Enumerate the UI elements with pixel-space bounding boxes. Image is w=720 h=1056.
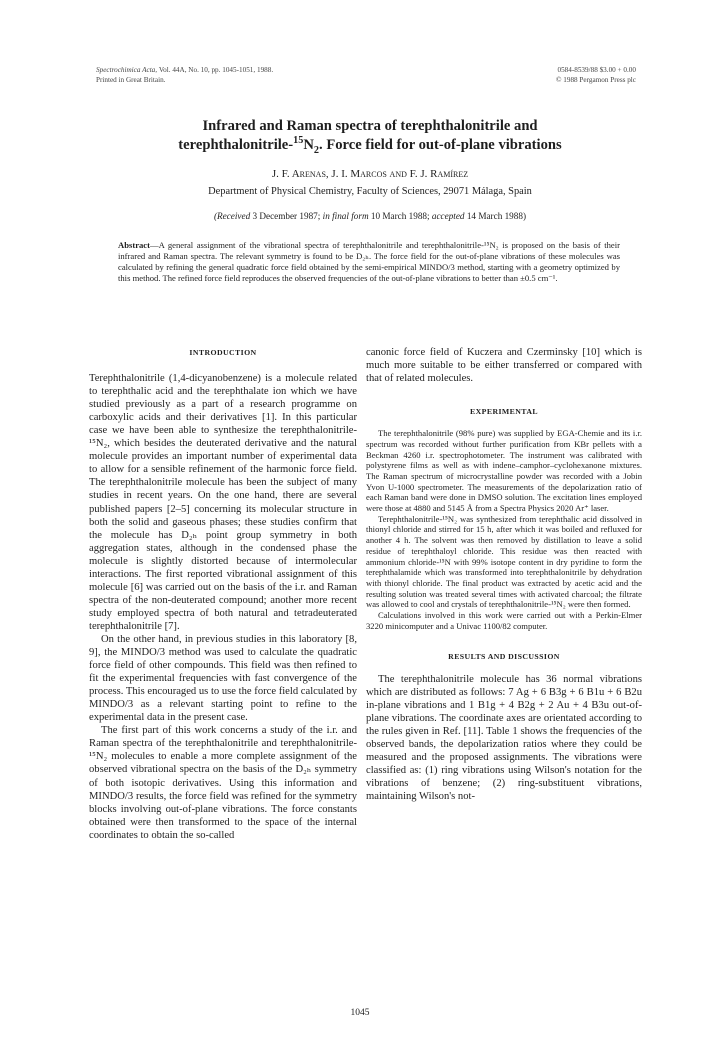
intro-paragraph-1: Terephthalonitrile (1,4-dicyanobenzene) is a molecule related to terephthalic acid and the terephthalate ion which we have studied previously as a part of a research programme on carboxylic acids and their derivatives [1]. In this particular case we have been able to synthesize the terephthalonitrile-¹⁵N₂, which besides the deuterated derivative and the natural molecule provides an important number of experimental data to allow for a sensible refinement of the harmonic force field. The terephthalonitrile molecule has been the subject of many studies in recent years. On the one hand, there are several published papers [2–5] concerning its molecular structure in both the solid and gaseous phases; these studies confirm that the molecule has D₂ₕ point group symmetry in both aggregation states, although in the condensed phase the molecule is slightly distorted because of intermolecular interactions. The first reported vibrational assignment of this molecule [6] was carried out on the basis of the i.r. and Raman spectra of the non-deuterated compound; another more recent study employed spectra of both natural and tetradeuterated terephthalonitrile [7]. xyxy=(89,373,357,632)
accepted-date: 14 March 1988) xyxy=(466,211,527,221)
abstract-text: —A general assignment of the vibrational spectra of terephthalonitrile and terephthalonitrile-¹⁵N₂ is proposed on the basis of their infrared and Raman spectra. The relevant symmetry is found to be D₂ₕ. The force field for the out-of-plane vibrations of these molecules was calculated by refining the general quadratic force field obtained by the semi-empirical MINDO/3 method, starting with a geometry optimized by this method. The refined force field reproduces the observed frequencies of the out-of-plane vibrations to better than ±0.5 cm⁻¹. xyxy=(118,240,620,283)
abstract-label: Abstract xyxy=(118,240,150,250)
price-code: 0584-8539/88 $3.00 + 0.00 xyxy=(557,66,636,74)
intro-continuation xyxy=(366,346,642,385)
affiliation: Department of Physical Chemistry, Faculty of Sciences, 29071 Málaga, Spain xyxy=(208,186,532,197)
accepted-label: accepted xyxy=(431,211,465,221)
final-form-date: 10 March 1988; xyxy=(370,211,430,221)
results-paragraph-1: The terephthalonitrile molecule has 36 normal vibrations which are distributed as follows: 7 Ag + 6 B3g + 6 B1u + 6 B2u in-plane vibrations and 1 B1g + 4 B2g + 2 Au + 4 B3u out-of-plane vibrations. The coordinate axes are orientated according to the rules given in Ref. [11]. Table 1 shows the frequencies of the observed bands, the depolarization ratios where they could be measured and the proposed assignments. The vibrations were classified as: (1) ring vibrations using Wilson's notation for the vibrations of benzene; (2) ring-substituent vibrations, maintaining Wilson's not- xyxy=(366,673,642,802)
received-date: 3 December 1987; xyxy=(252,211,321,221)
page-number: 1045 xyxy=(350,1008,370,1018)
running-header-left xyxy=(96,66,273,85)
copyright-line: © 1988 Pergamon Press plc xyxy=(556,75,636,84)
left-column xyxy=(89,346,357,842)
intro-continuation-text: canonic force field of Kuczera and Czerminsky [10] which is much more suitable to be either transferred or compared with that of related molecules. xyxy=(366,347,642,385)
printed-note: Printed in Great Britain. xyxy=(96,75,166,84)
author-list: J. F. Arenas, J. I. Marcos and F. J. Ramírez xyxy=(271,168,469,180)
experimental-paragraph-2: Terephthalonitrile-¹⁵N₂ was synthesized from terephthalic acid dissolved in thionyl chloride and stirred for 15 h, after which it was boiled and refluxed for another 4 h. The solvent was then removed by distillation to leave a solid residue of terephthaloyl chloride. This residue was then reacted with ammonium chloride-¹⁵N with 99% isotope content in dry pyridine to form the terephthalamide which was transformed into terephthalonitrile by dehydration with thionyl chloride. The final product was extracted by acetic acid and the resulting solution was treated several times with activated charcoal; the filtrate was allowed to cool and crystals of terephthalonitrile-¹⁵N₂ were then formed. xyxy=(366,513,642,610)
title-line-2-prefix: terephthalonitrile- xyxy=(178,137,294,153)
title-line-2: terephthalonitrile-$^{15}N_2$. Force field for out-of-plane vibrations xyxy=(178,135,562,156)
title-line-2-suffix: Force field for out-of-plane vibrations xyxy=(322,137,562,153)
intro-paragraph-3: The first part of this work concerns a study of the i.r. and Raman spectra of the terephthalonitrile and terephthalonitrile-¹⁵N₂ molecules to enable a more complete assignment of the observed vibrational spectra on the basis of the D₂ₕ symmetry of both isotopic derivatives. Using this information and MINDO/3 results, the force field was refined for the symmetry blocks involving out-of-plane vibrations. The force constants obtained were then transformed to the space of the internal coordinates to obtain the so-called xyxy=(89,725,357,841)
section-heading-introduction: INTRODUCTION xyxy=(189,348,257,357)
final-form-label: in final form xyxy=(322,211,369,221)
received-label: (Received xyxy=(213,211,251,221)
right-column xyxy=(366,346,642,803)
volume-info: Vol. 44A, No. 10, pp. 1045-1051, 1988. xyxy=(158,66,274,74)
paper-title xyxy=(92,117,648,155)
received-dates xyxy=(92,211,648,221)
title-line-1: Infrared and Raman spectra of terephthalonitrile and xyxy=(202,118,538,134)
section-heading-results: RESULTS AND DISCUSSION xyxy=(448,651,560,661)
experimental-paragraph-3: Calculations involved in this work were carried out with a Perkin-Elmer 3220 minicomputer and a Univac 1100/82 computer. xyxy=(366,610,642,631)
running-header-right xyxy=(556,66,636,85)
journal-name: Spectrochimica Acta, xyxy=(96,66,158,74)
experimental-paragraph-1: The terephthalonitrile (98% pure) was supplied by EGA-Chemie and its i.r. spectrum was recorded without further purification from KBr pellets with a Beckman 4260 i.r. spectrophotometer. The instrument was calibrated with polystyrene films as well as with indene–camphor–cyclohexanone mixtures. The Raman spectrum of microcrystalline powder was recorded with a Jobin Yvon U-1000 spectrometer. The measurements of the depolarization ratio of each Raman band were done in DMSO solution. The excitation lines employed were those at 4880 and 5145 Å from a Spectra Physics 2020 Ar⁺ laser. xyxy=(366,428,642,514)
intro-paragraph-2: On the other hand, in previous studies in this laboratory [8, 9], the MINDO/3 method was used to calculate the quadratic force field of other compounds. This field was then refined to fit the experimental frequencies with fast convergence of the process. This encouraged us to use the force field calculated by MINDO/3 as a relevant starting point to refine to the experimental data in the present case. xyxy=(89,633,357,724)
abstract xyxy=(118,240,620,284)
section-heading-experimental: EXPERIMENTAL xyxy=(470,407,538,417)
